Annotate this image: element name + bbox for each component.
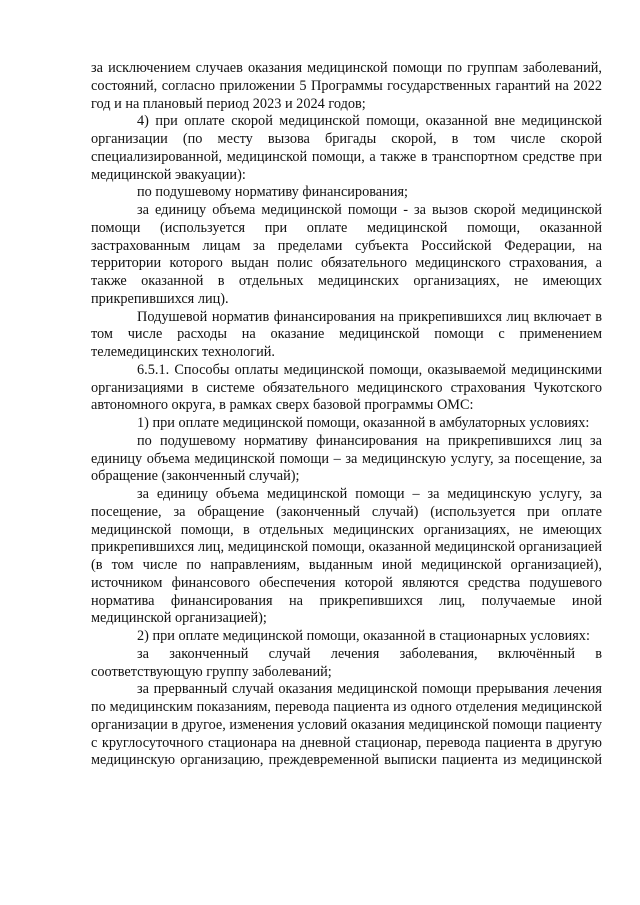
paragraph: по подушевому нормативу финансирования на прикрепившихся лиц за единицу объема медицинской помощи – за медицинскую услугу, за посещение, за обращение (законченный случай); bbox=[91, 432, 602, 485]
paragraph: за исключением случаев оказания медицинской помощи по группам заболеваний, состояний, согласно приложении 5 Программы государственных гарантий на 2022 год и на плановый период 2023 и 2024 годов; bbox=[91, 60, 602, 112]
paragraph: 2) при оплате медицинской помощи, оказанной в стационарных условиях: bbox=[137, 628, 590, 644]
paragraph: за единицу объема медицинской помощи - за вызов скорой медицинской помощи (используется при оплате медицинской помощи, оказанной застрахованным лицам за пределами субъекта Российской Федерации, на территории которого выдан полис обязательного медицинского страхования, а также оказанной в отдельных медицинских организациях, не имеющих прикрепившихся лиц). bbox=[91, 202, 602, 307]
paragraph: за законченный случай лечения заболевания, включённый в соответствующую группу заболеваний; bbox=[91, 645, 602, 680]
paragraph: 6.5.1. Способы оплаты медицинской помощи, оказываемой медицинскими организациями в системе обязательного медицинского страхования Чукотского автономного округа, в рамках сверх базовой программы ОМС: bbox=[91, 361, 602, 414]
paragraph: 4) при оплате скорой медицинской помощи, оказанной вне медицинской организации (по месту вызова бригады скорой, в том числе скорой специализированной, медицинской помощи, а также в транспортном средстве при медицинской эвакуации): bbox=[91, 113, 602, 183]
paragraph: за прерванный случай оказания медицинской помощи прерывания лечения по медицинским показаниям, перевода пациента из одного отделения медицинской организации в другое, изменения условий оказания медицинской помощи пациенту с круглосуточного стационара на дневной стационар, перевода пациента в другую медицинскую организацию, преждевременной выписки пациента из медицинской bbox=[91, 681, 602, 769]
paragraph: Подушевой норматив финансирования на прикрепившихся лиц включает в том числе расходы на оказание медицинской помощи с применением телемедицинских технологий. bbox=[91, 308, 602, 360]
document-page bbox=[91, 60, 602, 770]
paragraph: по подушевому нормативу финансирования; bbox=[137, 184, 408, 201]
paragraph: за единицу объема медицинской помощи – за медицинскую услугу, за посещение, за обращение (законченный случай) (используется при оплате медицинской помощи, в отдельных медицинских организациях, не имеющих прикрепившихся лиц, медицинской помощи, оказанной медицинской организацией (в том числе по направлениям, выданным иной медицинской организацией), источником финансового обеспечения которой являются средства подушевого норматива финансирования на прикрепившихся лиц, получаемые иной медицинской организацией); bbox=[91, 486, 602, 627]
paragraph: 1) при оплате медицинской помощи, оказанной в амбулаторных условиях: bbox=[137, 415, 590, 431]
